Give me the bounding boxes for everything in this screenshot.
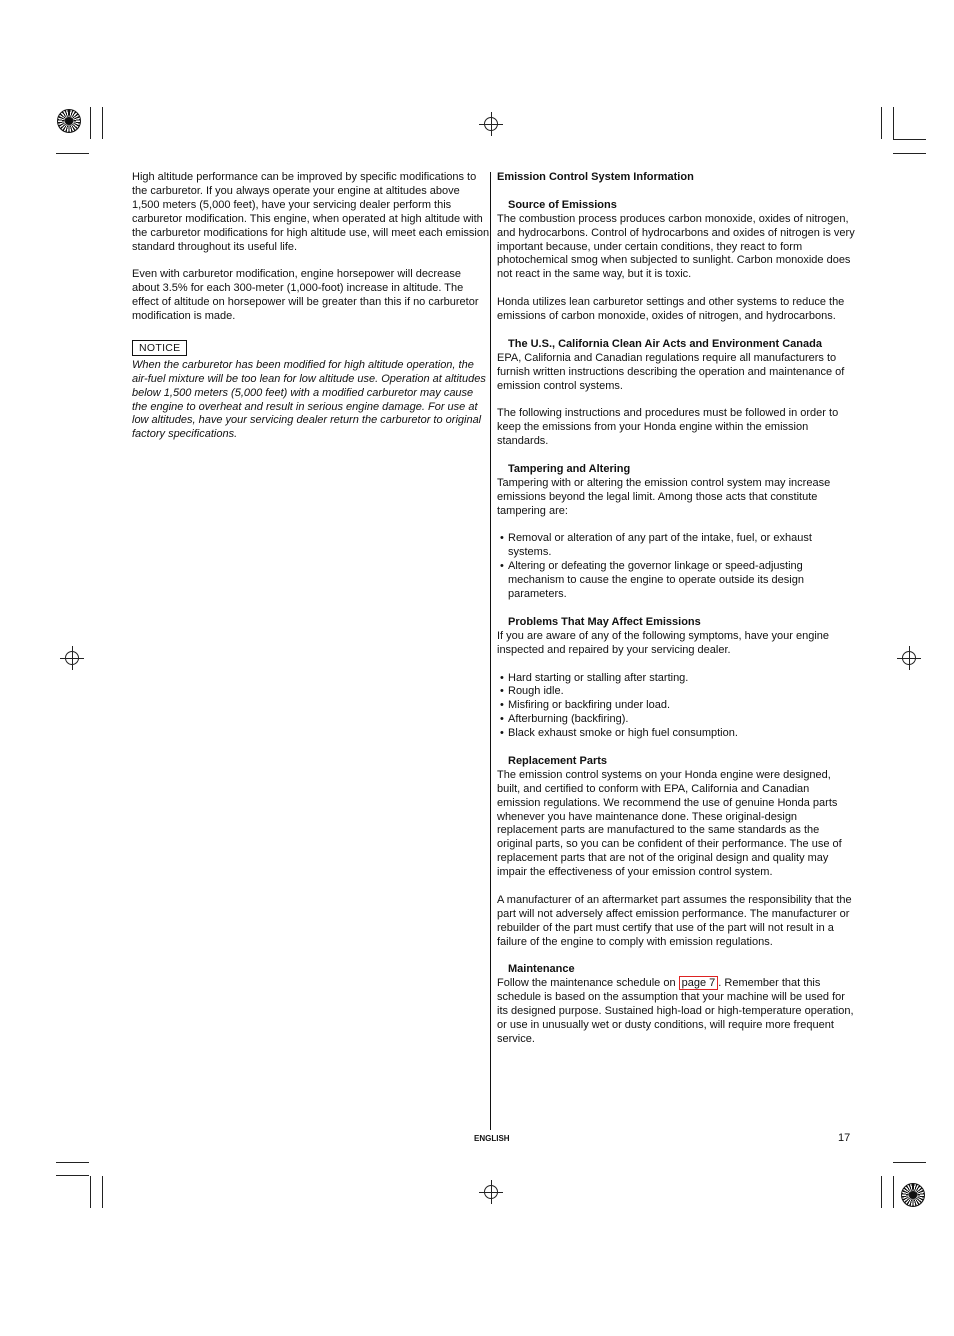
crop-mark bbox=[102, 1176, 103, 1208]
crop-mark bbox=[102, 107, 103, 139]
heading-tampering: Tampering and Altering bbox=[508, 462, 631, 475]
heading-source-of-emissions: Source of Emissions bbox=[508, 198, 617, 211]
list-item: • Misfiring or backfiring under load. bbox=[497, 699, 855, 713]
crop-mark bbox=[893, 1176, 894, 1208]
problems-paragraph: If you are aware of any of the following symptoms, have your engine inspected and repaired by your servicing dealer. bbox=[497, 629, 830, 656]
crop-mark bbox=[56, 1162, 89, 1163]
list-item: • Altering or defeating the governor linkage or speed-adjusting mechanism to cause the engine to operate outside its design parameters. bbox=[497, 560, 855, 602]
problems-list bbox=[497, 672, 855, 742]
registration-mark bbox=[897, 646, 921, 670]
page-number: 17 bbox=[838, 1132, 851, 1144]
notice-text: When the carburetor has been modified for high altitude operation, the air-fuel mixture will be too lean for low altitude use. Operation at altitudes below 1,500 meters (5,000 feet) with a modified carburetor may cause the engine to overheat and result in serious engine damage. For use at low altitudes, have your servicing dealer return the carburetor to original factory specifications. bbox=[132, 358, 486, 441]
crop-mark bbox=[893, 139, 926, 140]
crop-mark bbox=[893, 107, 894, 139]
list-item: • Rough idle. bbox=[497, 685, 855, 699]
acts-paragraph-1: EPA, California and Canadian regulations require all manufacturers to furnish written instructions describing the operation and maintenance of emission control systems. bbox=[497, 351, 845, 392]
list-item: • Removal or alteration of any part of the intake, fuel, or exhaust systems. bbox=[497, 532, 855, 560]
list-item: • Afterburning (backfiring). bbox=[497, 713, 855, 727]
source-paragraph-1: The combustion process produces carbon monoxide, oxides of nitrogen, and hydrocarbons. Control of hydrocarbons and oxides of nitrogen is very important because, under certain conditions, they react to form photochemical smog when subjected to sunlight. Carbon monoxide does not react in the same way, but it is toxic. bbox=[497, 212, 855, 281]
crop-mark bbox=[90, 107, 91, 139]
heading-replacement-parts: Replacement Parts bbox=[508, 754, 608, 767]
registration-mark bbox=[479, 112, 503, 136]
color-target-icon bbox=[901, 1183, 925, 1207]
left-column bbox=[132, 171, 490, 456]
page-7-link[interactable]: page 7 bbox=[679, 976, 719, 990]
footer-language: ENGLISH bbox=[474, 1134, 510, 1143]
horsepower-paragraph: Even with carburetor modification, engine horsepower will decrease about 3.5% for each 300-meter (1,000-foot) increase in altitude. The effect of altitude on horsepower will be greater than this if no carburetor modification is made. bbox=[132, 268, 479, 323]
altitude-paragraph: High altitude performance can be improved by specific modifications to the carburetor. If you always operate your engine at altitudes above 1,500 meters (5,000 feet), have your servicing dealer perform this carburetor modification. This engine, when operated at high altitude with the carburetor modifications for high altitude use, will meet each emission standard throughout its useful life. bbox=[132, 171, 490, 253]
right-column bbox=[497, 171, 855, 1061]
replacement-paragraph-2: A manufacturer of an aftermarket part assumes the responsibility that the part will not adversely affect emission performance. The manufacturer or rebuilder of the part must certify that use of the part will not result in a failure of the engine to comply with emission regulations. bbox=[497, 893, 852, 948]
list-item: • Hard starting or stalling after starting. bbox=[497, 672, 855, 686]
color-target-icon bbox=[57, 109, 81, 133]
registration-mark bbox=[479, 1180, 503, 1204]
crop-mark bbox=[56, 1175, 89, 1176]
heading-maintenance: Maintenance bbox=[508, 963, 575, 976]
heading-problems: Problems That May Affect Emissions bbox=[508, 615, 701, 628]
tampering-list bbox=[497, 532, 855, 602]
crop-mark bbox=[90, 1176, 91, 1208]
registration-mark bbox=[60, 646, 84, 670]
notice-box: NOTICE bbox=[132, 340, 187, 356]
column-divider bbox=[490, 172, 491, 1130]
crop-mark bbox=[893, 1162, 926, 1163]
tampering-paragraph: Tampering with or altering the emission control system may increase emissions beyond the legal limit. Among those acts that constitute tampering are: bbox=[497, 476, 831, 517]
maintenance-text-post: . Remember that this schedule is based on the assumption that your machine will be used for its designed purpose. Sustained high-load or high-temperature operation, or use in unusually wet or dusty conditions, will require more frequent service. bbox=[497, 977, 854, 1046]
crop-mark bbox=[893, 153, 926, 154]
maintenance-text-pre: Follow the maintenance schedule on bbox=[497, 977, 679, 990]
crop-mark bbox=[881, 107, 882, 139]
crop-mark bbox=[56, 153, 89, 154]
maintenance-paragraph bbox=[497, 977, 855, 1047]
heading-clean-air-acts: The U.S., California Clean Air Acts and Environment Canada bbox=[508, 337, 822, 350]
replacement-paragraph-1: The emission control systems on your Honda engine were designed, built, and certified to conform with EPA, California and Canadian emission regulations. We recommend the use of genuine Honda parts whenever you have maintenance done. These original-design replacement parts are manufactured to the same standards as the original parts, so you can be confident of their performance. The use of replacement parts that are not of the original design and quality may impair the effectiveness of your emission control system. bbox=[497, 768, 842, 879]
acts-paragraph-2: The following instructions and procedures must be followed in order to keep the emissions from your Honda engine within the emission standards. bbox=[497, 407, 839, 448]
section-title: Emission Control System Information bbox=[497, 171, 694, 183]
source-paragraph-2: Honda utilizes lean carburetor settings and other systems to reduce the emissions of carbon monoxide, oxides of nitrogen, and hydrocarbons. bbox=[497, 296, 845, 323]
crop-mark bbox=[881, 1176, 882, 1208]
list-item: • Black exhaust smoke or high fuel consumption. bbox=[497, 727, 855, 741]
